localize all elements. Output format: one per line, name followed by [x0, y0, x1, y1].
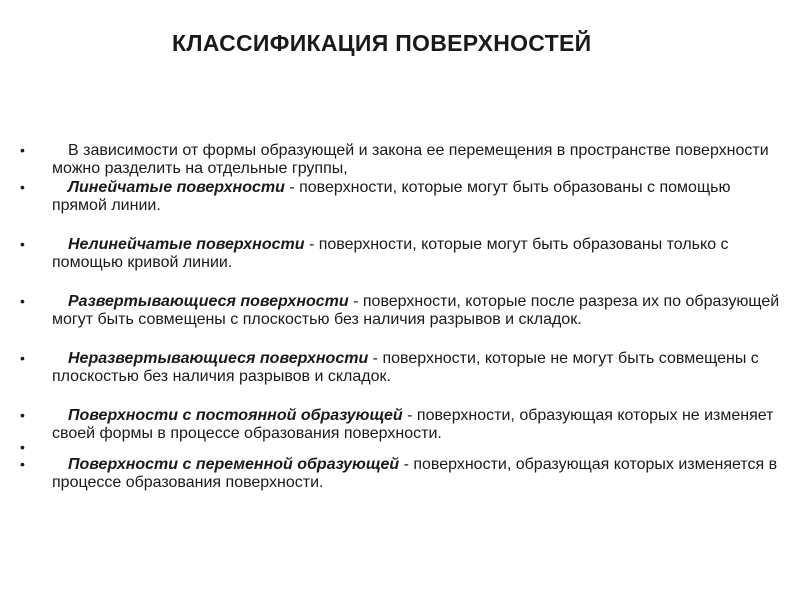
- bullet-icon: •: [20, 407, 25, 423]
- bullet-icon: •: [20, 142, 25, 158]
- bullet-icon: •: [20, 456, 25, 472]
- bullet-icon: •: [20, 439, 25, 455]
- list-item-intro: [20, 142, 780, 177]
- desc-nondevelopable: - поверхности, которые не могут быть совмещены с плоскостью без наличия разрывов и складок.: [52, 350, 759, 385]
- bullet-list: [20, 142, 780, 491]
- bullet-icon: •: [20, 179, 25, 195]
- term-developable: Развертывающиеся поверхности: [68, 293, 349, 310]
- list-item-nonlinear: [20, 236, 780, 271]
- intro-text: В зависимости от формы образующей и закона ее перемещения в пространстве поверхности можно разделить на отдельные группы,: [52, 142, 769, 177]
- list-item-variable-generatrix: [20, 456, 780, 491]
- desc-linear: - поверхности, которые могут быть образованы с помощью прямой линии.: [52, 179, 731, 214]
- desc-developable: - поверхности, которые после разреза их по образующей могут быть совмещены с плоскостью без наличия разрывов и складок.: [52, 293, 780, 328]
- term-nondevelopable: Неразвертывающиеся поверхности: [68, 350, 369, 367]
- bullet-icon: •: [20, 236, 25, 252]
- desc-variable-generatrix: - поверхности, образующая которых изменяется в процессе образования поверхности.: [52, 456, 778, 491]
- bullet-icon: •: [20, 350, 25, 366]
- list-item-constant-generatrix: [20, 407, 780, 442]
- desc-constant-generatrix: - поверхности, образующая которых не изменяет своей формы в процессе образования поверхности.: [52, 407, 774, 442]
- bullet-icon: •: [20, 293, 25, 309]
- term-variable-generatrix: Поверхности с переменной образующей: [68, 456, 400, 473]
- list-item-nondevelopable: [20, 350, 780, 385]
- term-linear: Линейчатые поверхности: [68, 179, 285, 196]
- term-constant-generatrix: Поверхности с постоянной образующей: [68, 407, 403, 424]
- slide-title: КЛАССИФИКАЦИЯ ПОВЕРХНОСТЕЙ: [172, 30, 592, 56]
- list-item-linear: [20, 179, 780, 214]
- list-item-developable: [20, 293, 780, 328]
- desc-nonlinear: - поверхности, которые могут быть образованы только с помощью кривой линии.: [52, 236, 729, 271]
- term-nonlinear: Нелинейчатые поверхности: [68, 236, 305, 253]
- list-item-empty: [20, 439, 780, 456]
